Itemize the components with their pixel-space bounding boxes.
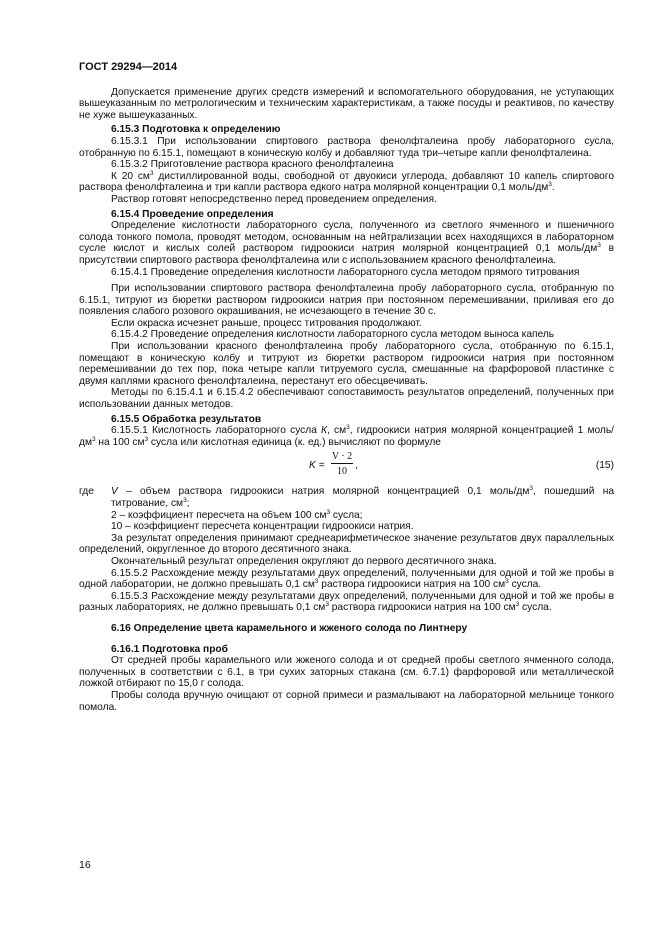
formula-lhs: K = — [309, 460, 325, 472]
heading-6-16-1: 6.16.1 Подготовка проб — [111, 643, 228, 655]
paragraph-6-15-5-1: 6.15.5.1 Кислотность лабораторного сусла К, $см^3$, гидроокиси натрия молярной концентрацией 1 моль/$дм^3$ на 100 $см^3$ сусла или кислотная единица (к. ед.) вычисляют по формуле — [79, 424, 614, 448]
document-page — [79, 62, 614, 713]
paragraph-sample-grinding: Пробы солода вручную очищают от сорной примеси и размалывают на лабораторной мельнице тонкого помола. — [79, 689, 614, 713]
formula-comma: , — [355, 460, 358, 472]
paragraph-6-15-4-1: 6.15.4.1 Проведение определения кислотности лабораторного сусла методом прямого титрования — [111, 266, 580, 278]
formula-fraction — [331, 451, 353, 478]
paragraph-final-rounding: Окончательный результат определения округляют до первого десятичного знака. — [111, 555, 497, 567]
formula-number: (15) — [595, 460, 614, 472]
formula-numerator: V · 2 — [331, 451, 353, 463]
formula-denominator: 10 — [337, 466, 347, 478]
paragraph-red-phenolphthalein-prep: К 20 $см^3$ дистиллированной воды, свободной от двуокиси углерода, добавляют 10 капель спиртового раствора фенолфталеина и три капли раствора едкого натра молярной концентрации 0,1 моль/$дм^3$. — [79, 169, 614, 194]
paragraph-6-15-4-2: 6.15.4.2 Проведение определения кислотности лабораторного сусла методом выноса капель — [111, 329, 555, 341]
paragraph-equipment: Допускается применение других средств измерений и вспомогательного оборудования, не уступающих вышеуказанным по метрологическим и техническим характеристикам, а также посуды и реактивов, по качеству не хуже вышеуказанных. — [79, 86, 614, 121]
paragraph-color-fade: Если окраска исчезнет раньше, процесс титрования продолжают. — [111, 317, 422, 329]
where-2: 2 – коэффициент пересчета на объем 100 $см^3$ сусла; — [111, 508, 363, 521]
where-10: 10 – коэффициент пересчета концентрации гидроокиси натрия. — [111, 521, 414, 533]
heading-6-16: 6.16 Определение цвета карамельного и жженого солода по Линтнеру — [111, 622, 468, 634]
heading-6-15-4: 6.15.4 Проведение определения — [111, 208, 274, 220]
paragraph-6-15-5-3: 6.15.5.3 Расхождение между результатами двух определений, полученными для одной и той же пробы в разных лабораториях, не должно превышать 0,1 $см^3$ раствора гидроокиси натрия на 100 $см^3$ сусла. — [79, 590, 614, 614]
where-definitions — [79, 486, 614, 532]
where-v: V – объем раствора гидроокиси натрия молярной концентрацией 0,1 моль/$дм^3$, пошедший на титрование, $см^3$; — [111, 485, 614, 509]
page-number: 16 — [79, 859, 91, 871]
paragraph-6-15-3-2: 6.15.3.2 Приготовление раствора красного фенолфталеина — [111, 159, 394, 171]
paragraph-methods-comparability: Методы по 6.15.4.1 и 6.15.4.2 обеспечивают сопоставимость результатов определений, полученных при использовании данных методов. — [79, 387, 614, 411]
formula-15 — [79, 451, 614, 481]
paragraph-6-15-5-2: 6.15.5.2 Расхождение между результатами двух определений, полученными для одной и той же пробы в одной лаборатории, не должно превышать 0,1 $см^3$ раствора гидроокиси натрия на 100 $см^3$ сусла. — [79, 567, 614, 591]
paragraph-result-mean: За результат определения принимают среднеарифметическое значение результатов двух параллельных определений, округленное до второго десятичного знака. — [79, 532, 614, 556]
paragraph-alcohol-titration: При использовании спиртового раствора фенолфталеина пробу лабораторного сусла, отобранную по 6.15.1, титруют из бюретки раствором гидроокиси натрия при постоянном перемешивании, приливая его до появления слабого розового окрашивания, не исчезающего в течение 30 с. — [79, 283, 614, 318]
heading-6-15-3: 6.15.3 Подготовка к определению — [111, 124, 281, 136]
paragraph-definition: Определение кислотности лабораторного сусла, полученного из светлого ячменного и пшеничного солода тонкого помола, проводят методом, основанным на нейтрализации всех находящихся в лабораторном сусле кислот и кислых солей раствором гидроокиси натрия молярной концентрацией 0,1 моль/$дм^3$ в присутствии спиртового раствора фенолфталеина или с использованием красного фенолфталеина. — [79, 220, 614, 266]
heading-6-15-5: 6.15.5 Обработка результатов — [111, 413, 262, 425]
paragraph-6-15-3-1: 6.15.3.1 При использовании спиртового раствора фенолфталеина пробу лабораторного сусла, отобранную по 6.15.1, помещают в коническую колбу и добавляют туда три–четыре капли фенолфталеина. — [79, 135, 614, 159]
paragraph-prep-before: Раствор готовят непосредственно перед проведением определения. — [111, 193, 437, 205]
where-label: где — [79, 486, 94, 498]
paragraph-sample-selection: От средней пробы карамельного или жженого солода и от средней пробы светлого ячменного солода, полученных в соответствии с 6.1, в три сухих заторных стакана (см. 6.7.1) фарфоровой или металлической ложкой отбирают по 15,0 г солода. — [79, 655, 614, 690]
standard-header: ГОСТ 29294—2014 — [79, 61, 178, 73]
paragraph-red-titration: При использовании красного фенолфталеина пробу лабораторного сусла, отобранную по 6.15.1, помещают в коническую колбу и титруют из бюретки раствором гидроокиси натрия при постоянном перемешивании до тех пор, пока четыре капли титруемого сусла, смешанные на фарфоровой пластинке с двумя каплями красного фенолфталеина, перестанут его обесцвечивать. — [79, 341, 614, 387]
